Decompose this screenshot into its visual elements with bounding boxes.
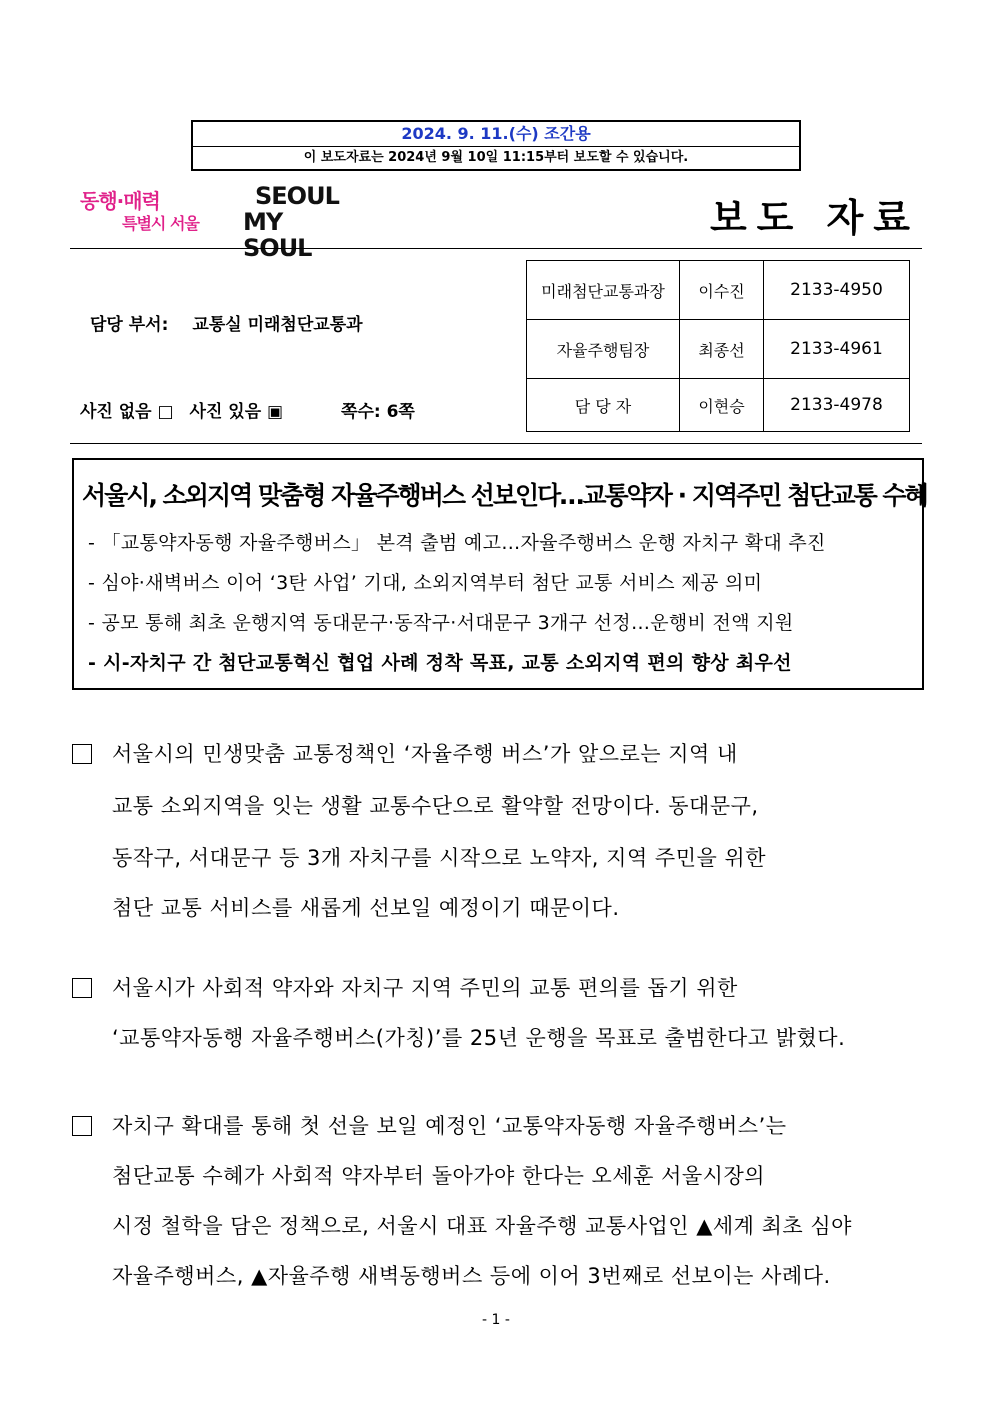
department-label: 담당 부서: bbox=[90, 315, 169, 335]
bullet-box-icon bbox=[72, 978, 92, 998]
no-photo-checkbox: 사진 없음 □ bbox=[80, 402, 174, 422]
bullet-box-icon bbox=[72, 744, 92, 764]
table-row bbox=[527, 320, 910, 379]
contact-phone: 2133-4961 bbox=[764, 320, 910, 379]
page-count: 쪽수: 6쪽 bbox=[341, 402, 415, 422]
paragraph-line: 첨단교통 수혜가 사회적 약자부터 돌아가야 한다는 오세훈 서울시장의 bbox=[112, 1164, 766, 1188]
paragraph-line: 교통 소외지역을 잇는 생활 교통수단으로 활약할 전망이다. 동대문구, bbox=[112, 794, 759, 818]
contact-name: 이현승 bbox=[680, 379, 764, 432]
contacts-table bbox=[526, 260, 910, 432]
paragraph-line: 자치구 확대를 통해 첫 선을 보일 예정인 ‘교통약자동행 자율주행버스’는 bbox=[112, 1114, 787, 1138]
seoul-my-soul-logo: SEOUL MY SOUL bbox=[243, 182, 339, 262]
headline: 서울시, 소외지역 맞춤형 자율주행버스 선보인다…교통약자 · 지역주민 첨단교통 수혜 bbox=[82, 481, 927, 510]
info-divider bbox=[70, 443, 922, 444]
department-value: 교통실 미래첨단교통과 bbox=[192, 315, 363, 335]
subheadline: - 심야·새벽버스 이어 ‘3탄 사업’ 기대, 소외지역부터 첨단 교통 서비스 제공 의미 bbox=[88, 572, 763, 594]
table-row bbox=[527, 261, 910, 320]
subheadline: - 시-자치구 간 첨단교통혁신 협업 사례 정착 목표, 교통 소외지역 편의 향상 최우선 bbox=[88, 652, 792, 674]
contact-name: 이수진 bbox=[680, 261, 764, 320]
contact-role: 자율주행팀장 bbox=[527, 320, 680, 379]
document-title: 보도 자료 bbox=[709, 196, 920, 240]
subheadline: - 「교통약자동행 자율주행버스」 본격 출범 예고…자율주행버스 운행 자치구 확대 추진 bbox=[88, 532, 826, 554]
bullet-box-icon bbox=[72, 1116, 92, 1136]
paragraph-line: 서울시가 사회적 약자와 자치구 지역 주민의 교통 편의를 돕기 위한 bbox=[112, 976, 738, 1000]
embargo-notice: 이 보도자료는 2024년 9월 10일 11:15부터 보도할 수 있습니다. bbox=[303, 150, 689, 165]
paragraph-line: 시정 철학을 담은 정책으로, 서울시 대표 자율주행 교통사업인 ▲세계 최초 심야 bbox=[112, 1214, 852, 1238]
contact-phone: 2133-4950 bbox=[764, 261, 910, 320]
paragraph-line: ‘교통약자동행 자율주행버스(가칭)’를 25년 운행을 목표로 출범한다고 밝혔다. bbox=[112, 1026, 846, 1050]
contact-name: 최종선 bbox=[680, 320, 764, 379]
subheadline: - 공모 통해 최초 운행지역 동대문구·동작구·서대문구 3개구 선정…운행비 전액 지원 bbox=[88, 612, 794, 634]
table-row bbox=[527, 379, 910, 432]
header-divider bbox=[70, 248, 922, 249]
page-number: - 1 - bbox=[482, 1312, 510, 1328]
department-info bbox=[90, 310, 363, 335]
contact-role: 담 당 자 bbox=[527, 379, 680, 432]
photo-info bbox=[80, 397, 425, 422]
contact-phone: 2133-4978 bbox=[764, 379, 910, 432]
embargo-date: 2024. 9. 11.(수) 조간용 bbox=[193, 122, 799, 147]
has-photo-checkbox: 사진 있음 ▣ bbox=[189, 402, 284, 422]
headline-box bbox=[72, 458, 927, 690]
paragraph-line: 첨단 교통 서비스를 새롭게 선보일 예정이기 때문이다. bbox=[112, 896, 620, 920]
contact-role: 미래첨단교통과장 bbox=[527, 261, 680, 320]
paragraph-line: 동작구, 서대문구 등 3개 자치구를 시작으로 노약자, 지역 주민을 위한 bbox=[112, 846, 767, 870]
paragraph-line: 자율주행버스, ▲자율주행 새벽동행버스 등에 이어 3번째로 선보이는 사례다. bbox=[112, 1264, 831, 1288]
embargo-box bbox=[191, 120, 801, 171]
seoul-slogan-logo: 동행·매력 특별시 서울 bbox=[80, 189, 199, 233]
paragraph-line: 서울시의 민생맞춤 교통정책인 ‘자율주행 버스’가 앞으로는 지역 내 bbox=[112, 742, 738, 766]
